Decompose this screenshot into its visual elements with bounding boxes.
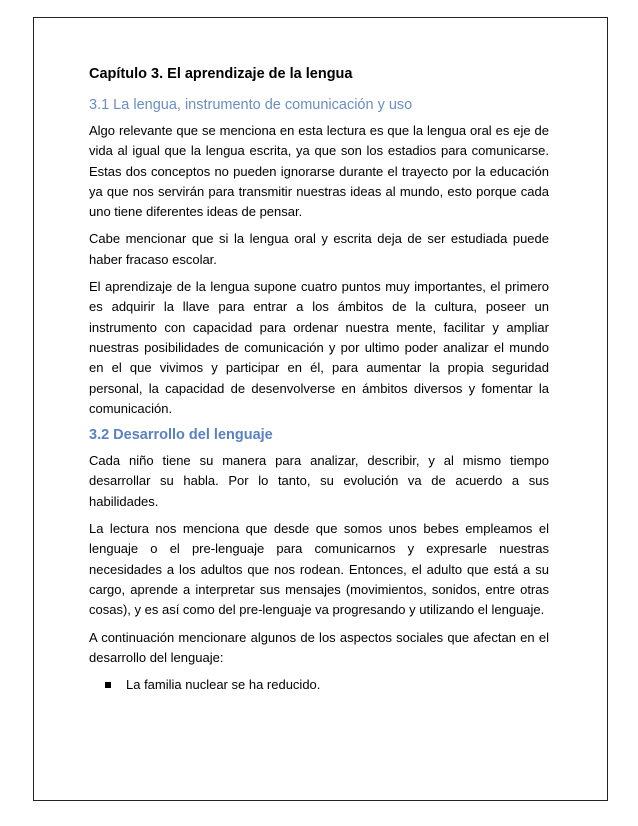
list-item-text: La familia nuclear se ha reducido. (126, 677, 321, 693)
section-heading: 3.2 Desarrollo del lenguaje (89, 427, 273, 444)
paragraph: A continuación mencionare algunos de los aspectos sociales que afectan en el desarrollo del lenguaje: (89, 629, 549, 665)
section-3-1 (89, 96, 549, 419)
section-3-2 (89, 426, 549, 695)
paragraph: La lectura nos menciona que desde que somos unos bebes empleamos el lenguaje o el pre-lenguaje para comunicarnos y expresarle nuestras necesidades a los adultos que nos rodean. Entonces, el adulto que está a su cargo, aprende a interpretar sus mensajes (movimientos, sonidos, entre otras cosas), y es así como del pre-lenguaje va progresando y utilizando el lenguaje. (89, 521, 549, 618)
chapter-title: Capítulo 3. El aprendizaje de la lengua (89, 66, 353, 82)
paragraph: El aprendizaje de la lengua supone cuatro puntos muy importantes, el primero es adquirir la llave para entrar a los ámbitos de la cultura, poseer un instrumento con capacidad para ordenar nuestra mente, facilitar y ampliar nuestras posibilidades de comunicación y por ultimo poder analizar el mundo en el que vivimos y participar en él, para aumentar la propia seguridad personal, la capacidad de desenvolverse en ámbitos diversos y fomentar la comunicación. (89, 279, 549, 416)
document-content (89, 65, 549, 695)
section-heading: 3.1 La lengua, instrumento de comunicación y uso (89, 97, 413, 113)
bullet-list (89, 675, 549, 695)
paragraph: Cabe mencionar que si la lengua oral y escrita deja de ser estudiada puede haber fracaso escolar. (89, 231, 549, 267)
paragraph: Algo relevante que se menciona en esta lectura es que la lengua oral es eje de vida al igual que la lengua escrita, ya que son los estadios para comunicarse. Estas dos conceptos no pueden ignorarse durante el trayecto por la educación ya que nos servirán para transmitir nuestras ideas al mundo, esto porque cada uno tiene diferentes ideas de pensar. (89, 123, 549, 220)
paragraph: Cada niño tiene su manera para analizar, describir, y al mismo tiempo desarrollar su habla. Por lo tanto, su evolución va de acuerdo a sus habilidades. (89, 453, 549, 509)
square-bullet-icon (105, 682, 111, 688)
list-item (105, 675, 549, 695)
